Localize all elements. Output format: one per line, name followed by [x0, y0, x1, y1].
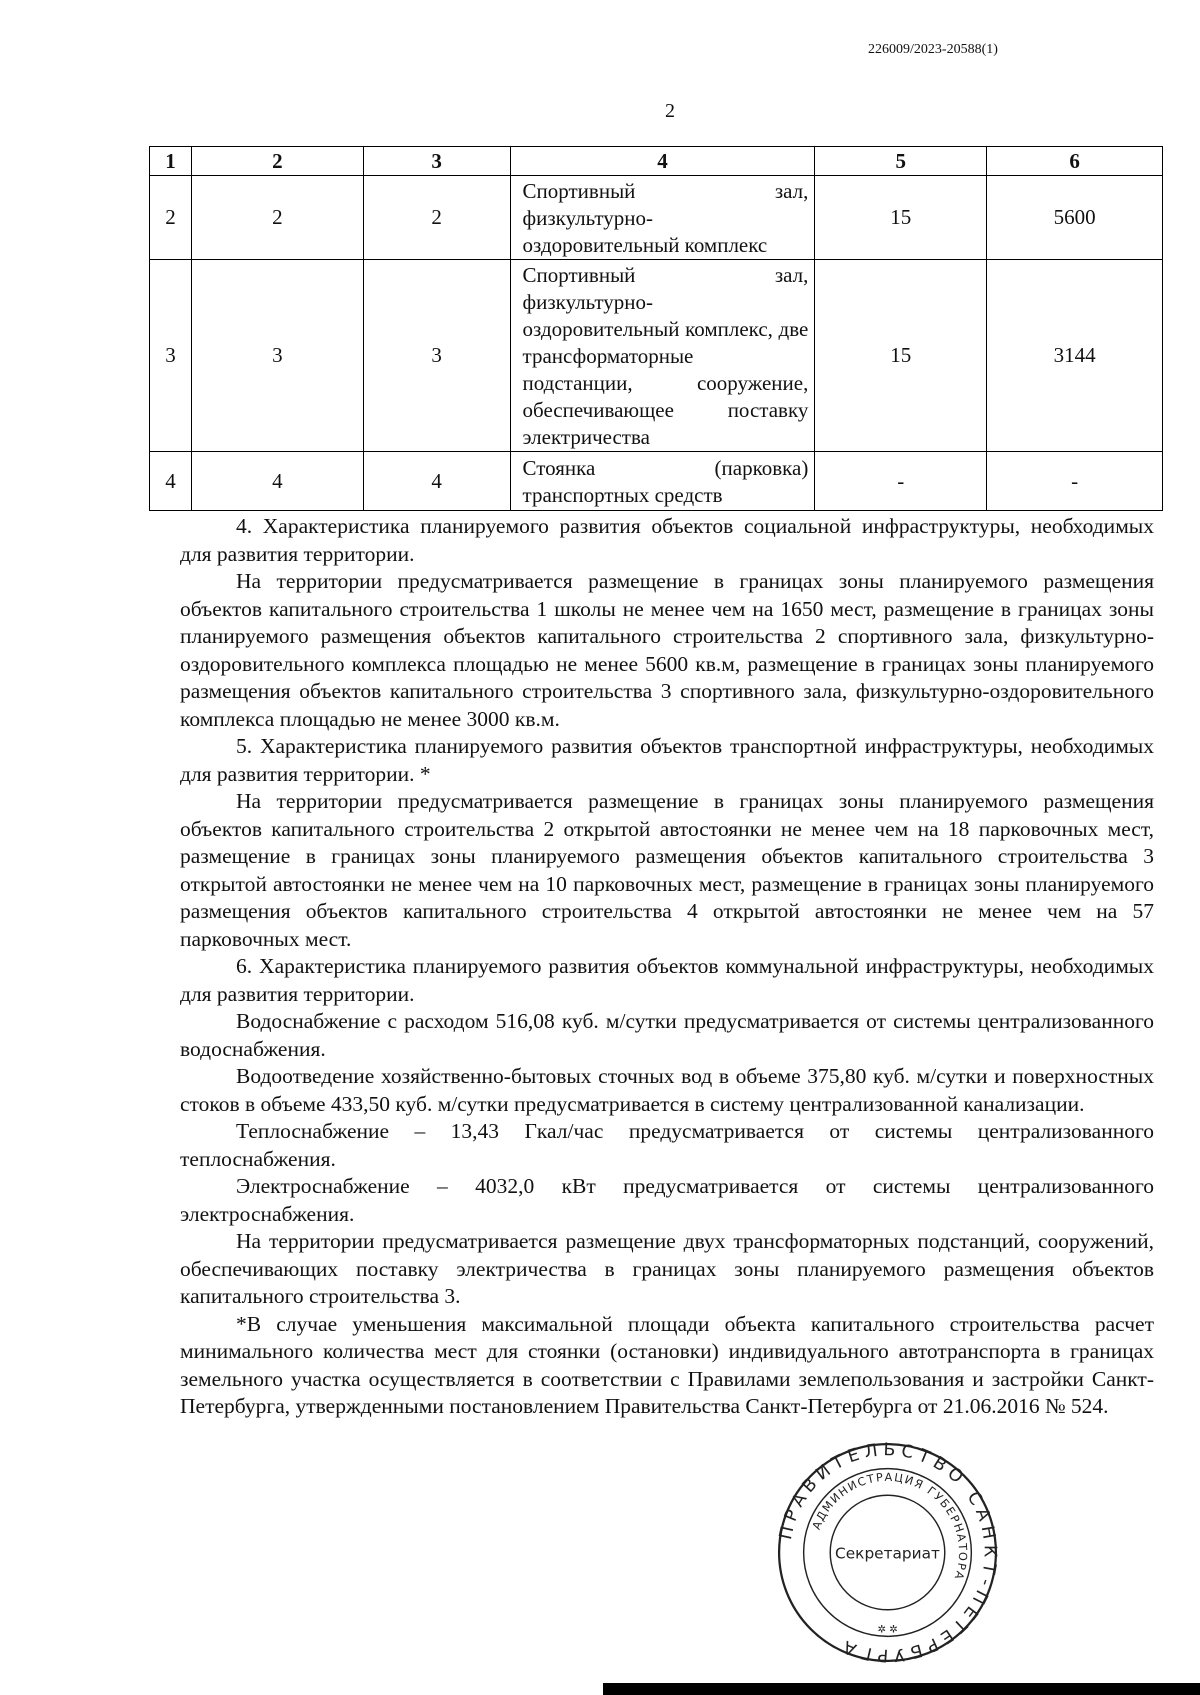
table-cell: -	[987, 452, 1163, 511]
stamp-inner-text: АДМИНИСТРАЦИЯ ГУБЕРНАТОРА	[809, 1470, 970, 1583]
table-row	[150, 176, 1163, 260]
table-row	[150, 452, 1163, 511]
column-header: 4	[510, 147, 815, 176]
table-cell-description: Спортивный зал, физкультурно-оздоровительный комплекс, две трансформаторные подстанции, сооружение, обеспечивающее поставку электричества	[510, 260, 815, 452]
power-supply-text: Электроснабжение – 4032,0 кВт предусматривается от системы централизованного электроснабжения.	[180, 1174, 1154, 1226]
document-body	[180, 513, 1154, 1421]
substations-text: На территории предусматривается размещение двух трансформаторных подстанций, сооружений, обеспечивающих поставку электричества в границах зоны планируемого размещения объектов капитального строительства 3.	[180, 1229, 1154, 1308]
table-cell: 3144	[987, 260, 1163, 452]
table-cell: 3	[363, 260, 510, 452]
water-supply-text: Водоснабжение с расходом 516,08 куб. м/сутки предусматривается от системы централизованного водоснабжения.	[180, 1009, 1154, 1061]
official-seal-stamp	[775, 1440, 1000, 1665]
section-4-text: На территории предусматривается размещение в границах зоны планируемого размещения объектов капитального строительства 1 школы не менее чем на 1650 мест, размещение в границах зоны планируемого размещения объектов капитального строительства 2 спортивного зала, физкультурно-оздоровительного комплекса площадью не менее 5600 кв.м, размещение в границах зоны планируемого размещения объектов капитального строительства 3 спортивного зала, физкультурно-оздоровительного комплекса площадью не менее 3000 кв.м.	[180, 569, 1154, 731]
table-cell-description: Спортивный зал, физкультурно-оздоровительный комплекс	[510, 176, 815, 260]
footnote-text: *В случае уменьшения максимальной площади объекта капитального строительства расчет минимального количества мест для стоянки (остановки) индивидуального автотранспорта в границах земельного участка осуществляется в соответствии с Правилами землепользования и застройки Санкт-Петербурга, утвержденными постановлением Правительства Санкт-Петербурга от 21.06.2016 № 524.	[180, 1311, 1154, 1418]
table-header-row	[150, 147, 1163, 176]
table-cell: 5600	[987, 176, 1163, 260]
table-cell-description: Стоянка (парковка) транспортных средств	[510, 452, 815, 511]
objects-table	[149, 146, 1163, 511]
page-number: 2	[665, 100, 675, 122]
heat-supply-text: Теплоснабжение – 13,43 Гкал/час предусматривается от системы централизованного теплоснабжения.	[180, 1119, 1154, 1171]
column-header: 3	[363, 147, 510, 176]
table-cell: 3	[191, 260, 363, 452]
star-icon: ✲ ✲	[877, 1624, 898, 1636]
table-cell: 2	[363, 176, 510, 260]
table-cell: 15	[815, 260, 987, 452]
table-cell: 2	[191, 176, 363, 260]
table-cell: 3	[150, 260, 192, 452]
drainage-text: Водоотведение хозяйственно-бытовых сточных вод в объеме 375,80 куб. м/сутки и поверхностных стоков в объеме 433,50 куб. м/сутки предусматривается в систему централизованной канализации.	[180, 1064, 1154, 1116]
scan-edge-bar	[603, 1683, 1200, 1695]
table-cell: 15	[815, 176, 987, 260]
stamp-outer-text: ПРАВИТЕЛЬСТВО САНКТ-ПЕТЕРБУРГА	[776, 1440, 1000, 1665]
table-cell: 4	[363, 452, 510, 511]
section-6-heading: 6. Характеристика планируемого развития объектов коммунальной инфраструктуры, необходимых для развития территории.	[180, 954, 1154, 1006]
table-cell: 4	[150, 452, 192, 511]
table-row	[150, 260, 1163, 452]
column-header: 6	[987, 147, 1163, 176]
column-header: 2	[191, 147, 363, 176]
table-cell: 2	[150, 176, 192, 260]
table-cell: 4	[191, 452, 363, 511]
document-number: 226009/2023-20588(1)	[868, 42, 998, 57]
section-4-heading: 4. Характеристика планируемого развития объектов социальной инфраструктуры, необходимых для развития территории.	[180, 514, 1154, 566]
section-5-heading: 5. Характеристика планируемого развития объектов транспортной инфраструктуры, необходимых для развития территории. *	[180, 734, 1154, 786]
column-header: 1	[150, 147, 192, 176]
table-cell: -	[815, 452, 987, 511]
section-5-text: На территории предусматривается размещение в границах зоны планируемого размещения объектов капитального строительства 2 открытой автостоянки не менее чем на 18 парковочных мест, размещение в границах зоны планируемого размещения объектов капитального строительства 3 открытой автостоянки не менее чем на 10 парковочных мест, размещение в границах зоны планируемого размещения объектов капитального строительства 4 открытой автостоянки не менее чем на 57 парковочных мест.	[180, 789, 1154, 951]
column-header: 5	[815, 147, 987, 176]
stamp-center-text: Секретариат	[835, 1544, 940, 1563]
